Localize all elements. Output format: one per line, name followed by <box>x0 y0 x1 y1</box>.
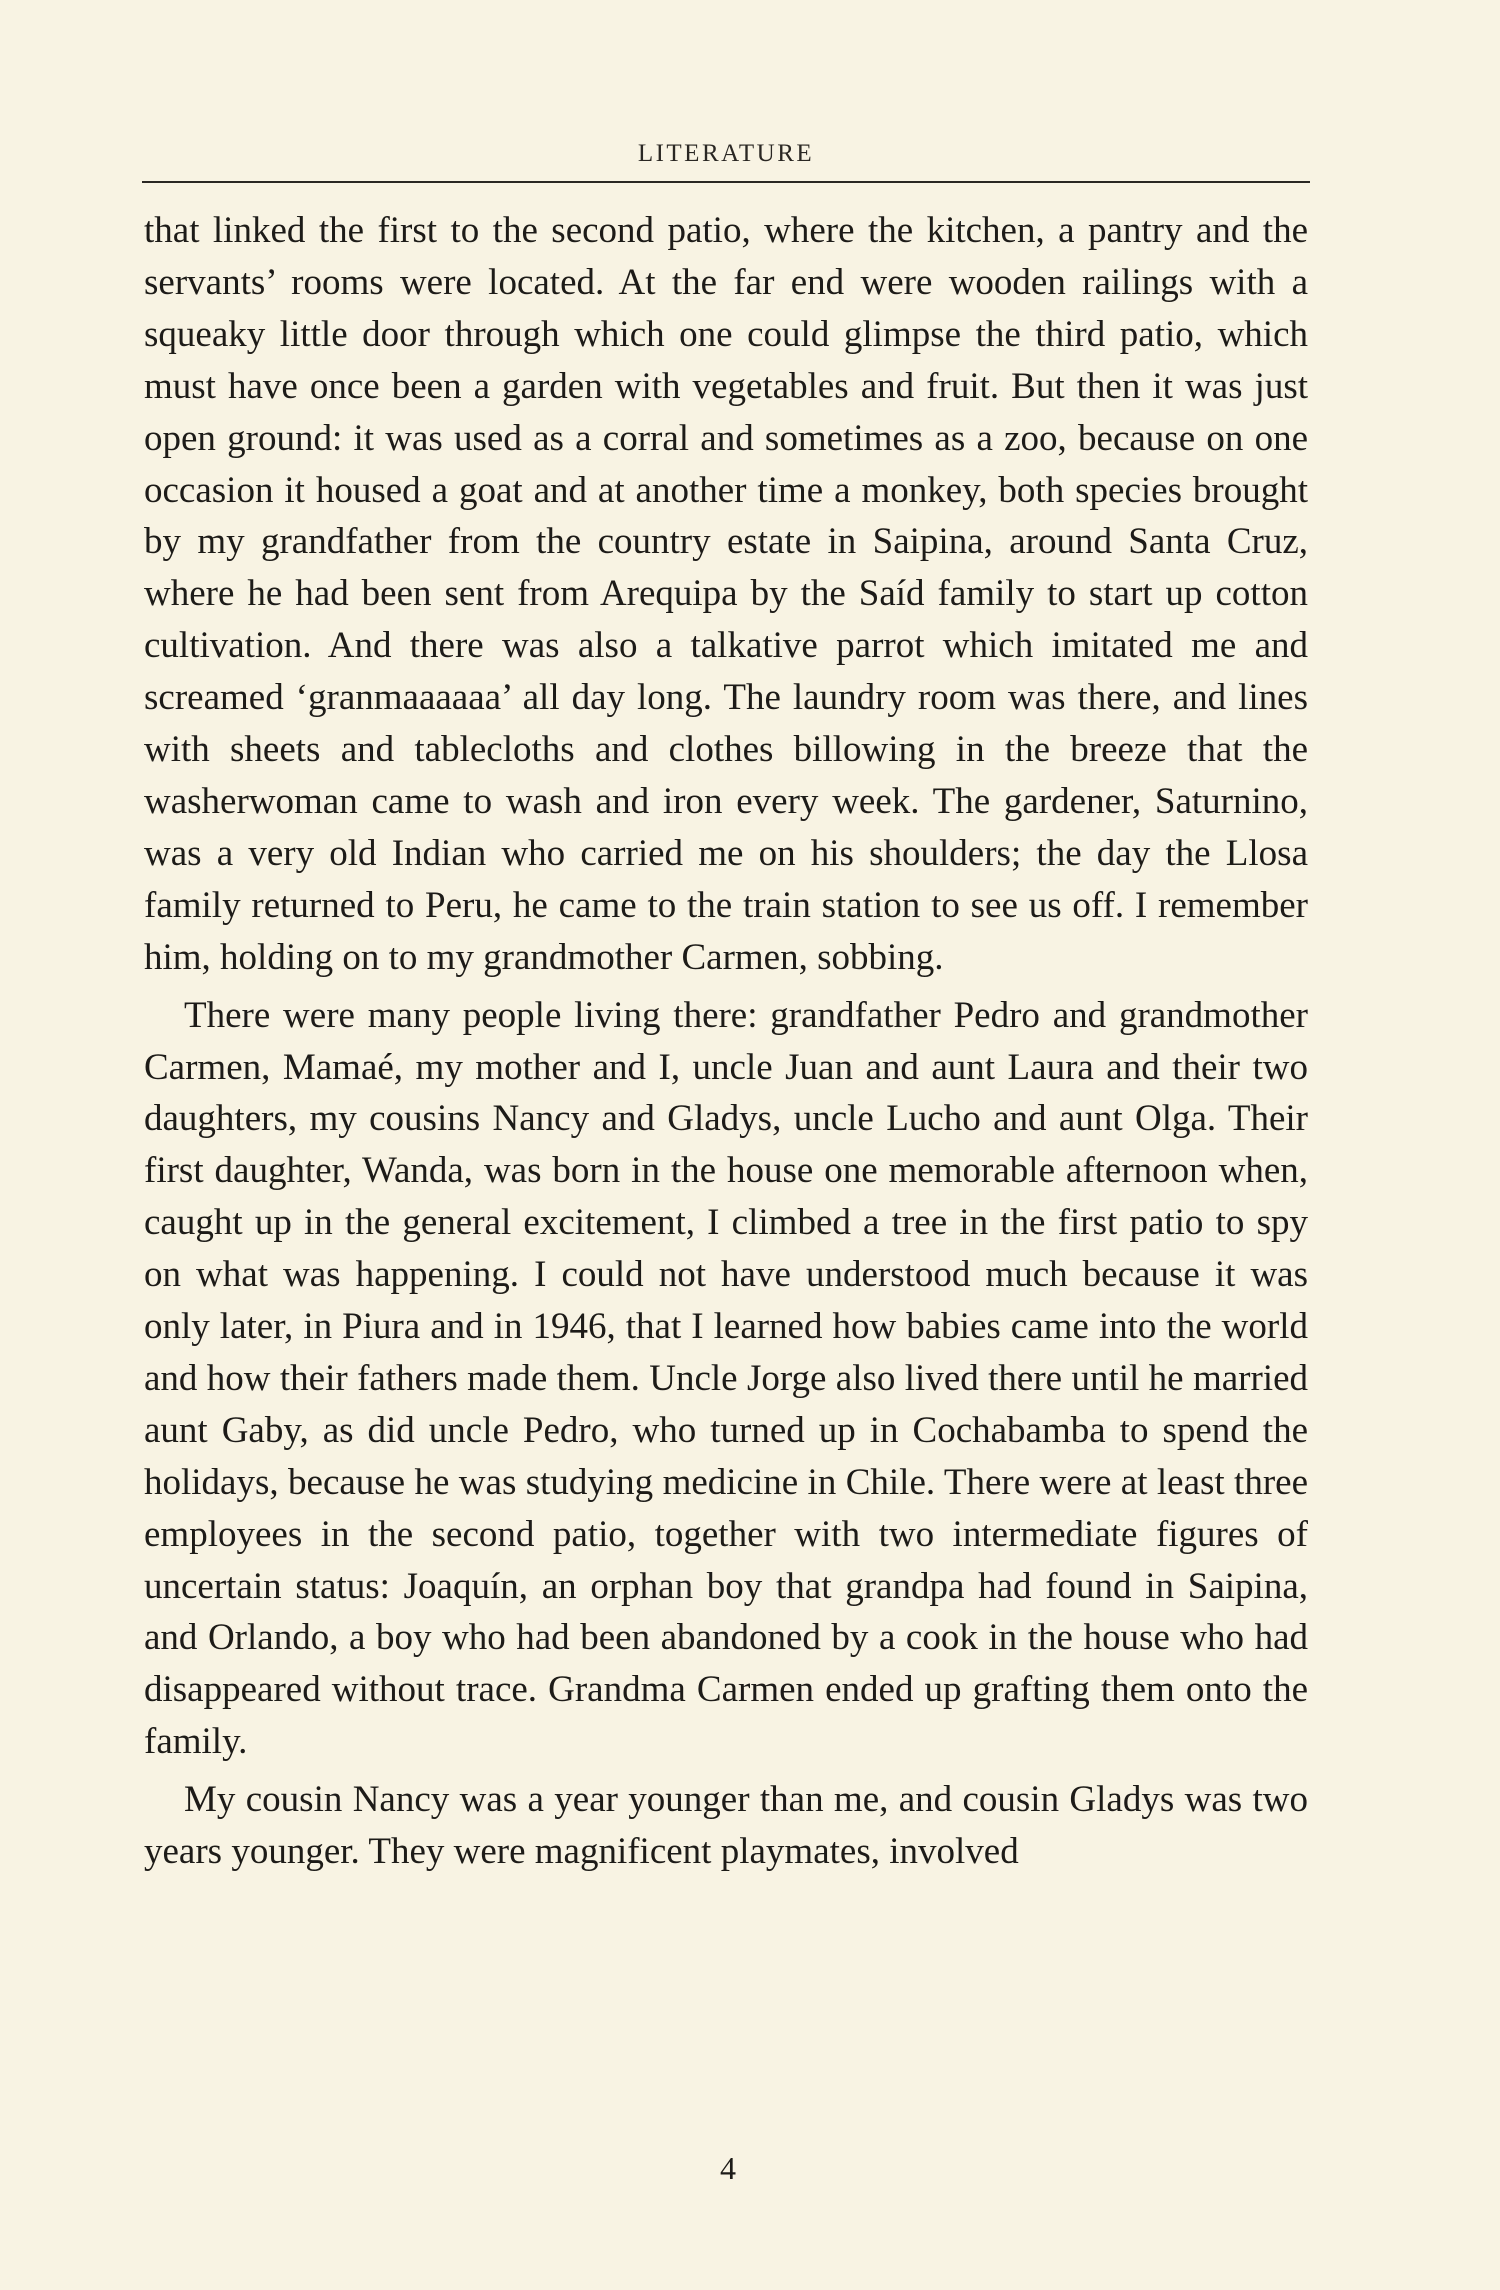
paragraph: that linked the first to the second patio, where the kitchen, a pantry and the servants’ rooms were located. At the far end were wooden railings with a squeaky little door through which one could glimpse the third patio, which must have once been a garden with vegetables and fruit. But then it was just open ground: it was used as a corral and sometimes as a zoo, because on one occasion it housed a goat and at another time a monkey, both species brought by my grandfather from the country estate in Saipina, around Santa Cruz, where he had been sent from Arequipa by the Saíd family to start up cotton cultivation. And there was also a talkative parrot which imitated me and screamed ‘granmaaaaaa’ all day long. The laundry room was there, and lines with sheets and tablecloths and clothes billowing in the breeze that the washerwoman came to wash and iron every week. The gardener, Saturnino, was a very old Indian who carried me on his shoulders; the day the Llosa family returned to Peru, he came to the train station to see us off. I remember him, holding on to my grandmother Carmen, sobbing. <box>144 210 1308 978</box>
page-number: 4 <box>720 2150 736 2186</box>
body-text <box>144 205 1308 1878</box>
paragraph: There were many people living there: grandfather Pedro and grandmother Carmen, Mamaé, my mother and I, uncle Juan and aunt Laura and their two daughters, my cousins Nancy and Gladys, uncle Lucho and aunt Olga. Their first daughter, Wanda, was born in the house one memorable afternoon when, caught up in the general excitement, I climbed a tree in the first patio to spy on what was happening. I could not have understood much because it was only later, in Piura and in 1946, that I learned how babies came into the world and how their fathers made them. Uncle Jorge also lived there until he married aunt Gaby, as did uncle Pedro, who turned up in Cochabamba to spend the holidays, because he was studying medicine in Chile. There were at least three employees in the second patio, together with two intermediate figures of uncertain status: Joaquín, an orphan boy that grandpa had found in Saipina, and Orlando, a boy who had been abandoned by a cook in the house who had disappeared without trace. Grandma Carmen ended up grafting them onto the family. <box>144 994 1308 1763</box>
header-rule <box>142 181 1310 183</box>
running-head: LITERATURE <box>637 140 815 167</box>
paragraph: My cousin Nancy was a year younger than me, and cousin Gladys was two years younger. They were magnificent playmates, involved <box>144 1779 1308 1873</box>
